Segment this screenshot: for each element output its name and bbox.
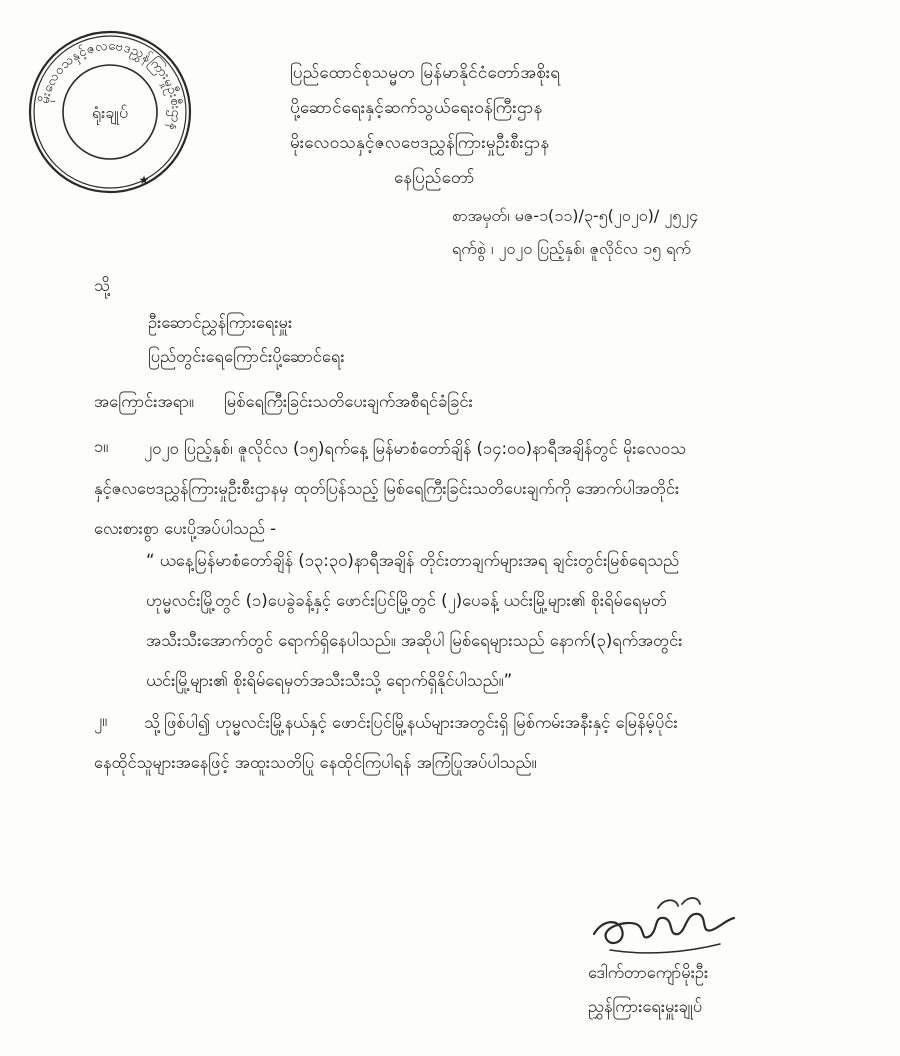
letter-number: စာအမှတ်၊ မဇ-၁(၁၁)/၃-၅(၂၀၂၀)/ ၂၅၂၄ xyxy=(452,206,699,225)
letter-date: ရက်စွဲ ၊ ၂၀၂၀ ပြည့်နှစ်၊ ဇူလိုင်လ ၁၅ ရက် xyxy=(452,239,691,258)
paragraph-line: လေးစားစွာ ပေးပို့အပ်ပါသည် - xyxy=(94,519,277,538)
seal-center-text: ရုံးချုပ် xyxy=(91,103,129,122)
seal-ring-text: မိုးလေဝသနှင့်ဇလဗေဒညွှန်ကြားမှုဦးစီးဌာန xyxy=(37,38,184,133)
letterhead-city: နေပြည်တော် xyxy=(394,168,475,188)
recipient-title: ဦးဆောင်ညွှန်ကြားရေးမှူး xyxy=(148,313,293,332)
quoted-warning xyxy=(146,541,866,701)
quote-line: ယင်းမြို့များ၏ စိုးရိမ်ရေမှတ်အသီးသီးသို့ ရောက်ရှိနိုင်ပါသည်။” xyxy=(146,671,513,690)
letterhead-ministry: ပို့ဆောင်ရေးနှင့်ဆက်သွယ်ရေးဝန်ကြီးဌာန xyxy=(290,98,543,118)
paragraph-1-number: ၁။ xyxy=(94,437,109,456)
quote-line: အသီးသီးအောက်တွင် ရောက်ရှိနေပါသည်။ အဆိုပါ မြစ်ရေများသည် နောက်(၃)ရက်အတွင်း xyxy=(146,631,683,650)
paragraph-line: သို့ဖြစ်ပါ၍ ဟုမ္မလင်းမြို့နယ်နှင့် ဖောင်းပြင်မြို့နယ်များအတွင်းရှိ မြစ်ကမ်းအနီးနှင့် မြေနိမ့်ပိုင်း xyxy=(144,713,678,732)
quote-line: ဟုမ္မလင်းမြို့တွင် (၁)ပေခွဲခန့်နှင့် ဖောင်းပြင်မြို့တွင် (၂)ပေခန့် ယင်းမြို့များ၏ စိုးရိမ်ရေမှတ် xyxy=(146,591,667,610)
paragraph-line: နေထိုင်သူများအနေဖြင့် အထူးသတိပြု နေထိုင်ကြပါရန် အကြံပြုအပ်ပါသည်။ xyxy=(94,753,537,772)
handwritten-signature xyxy=(588,890,738,962)
paragraph-1 xyxy=(94,429,864,549)
paragraph-line: နှင့်ဇလဗေဒညွှန်ကြားမှုဦးစီးဌာနမှ ထုတ်ပြန်သည့် မြစ်ရေကြီးခြင်းသတိပေးချက်ကို အောက်ပါအတိုင်း xyxy=(94,479,680,498)
paragraph-2-number: ၂။ xyxy=(94,711,108,730)
signatory-title: ညွှန်ကြားရေးမှူးချုပ် xyxy=(588,997,703,1016)
recipient-organization: ပြည်တွင်းရေကြောင်းပို့ဆောင်ရေး xyxy=(148,347,345,366)
quote-line: “ ယနေ့မြန်မာစံတော်ချိန် (၁၃:၃၀)နာရီအချိန် တိုင်းတာချက်များအရ ချင်းတွင်းမြစ်ရေသည် xyxy=(146,551,680,570)
seal-star-icon: ★ xyxy=(138,173,150,187)
letterhead-department: မိုးလေဝသနှင့်ဇလဗေဒညွှန်ကြားမှုဦးစီးဌာန xyxy=(290,133,550,153)
recipient-to: သို့ xyxy=(94,276,110,295)
paragraph-line: ၂၀၂၀ ပြည့်နှစ်၊ ဇူလိုင်လ (၁၅)ရက်နေ့ မြန်မာစံတော်ချိန် (၁၄:၀၀)နာရီအချိန်တွင် မိုးလေဝသ xyxy=(144,439,687,458)
signatory-name: ဒေါက်တာကျော်မိုးဦး xyxy=(588,963,709,982)
subject-text: မြစ်ရေကြီးခြင်းသတိပေးချက်အစီရင်ခံခြင်း xyxy=(224,392,473,411)
official-seal xyxy=(26,28,194,196)
letterhead-government: ပြည်ထောင်စုသမ္မတ မြန်မာနိုင်ငံတော်အစိုးရ xyxy=(290,63,561,83)
paragraph-2 xyxy=(94,703,864,783)
subject-label: အကြောင်းအရာ။ xyxy=(94,392,194,411)
